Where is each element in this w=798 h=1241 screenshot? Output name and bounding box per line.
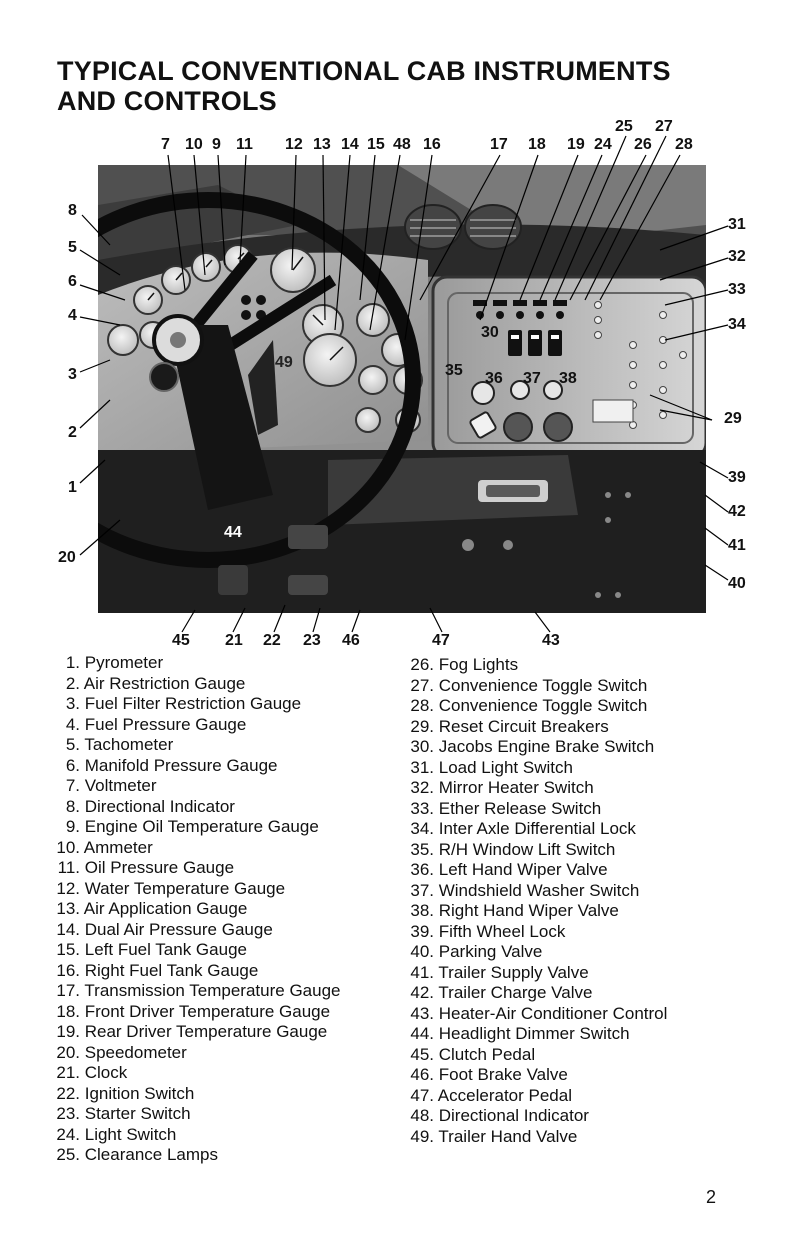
callout-47: 47 [432, 632, 450, 649]
callout-19: 19 [567, 136, 585, 153]
callout-2: 2 [68, 424, 77, 441]
legend-item-number: 33. [410, 798, 434, 818]
callout-20: 20 [58, 549, 76, 566]
callout-48: 48 [393, 136, 411, 153]
callout-28: 28 [675, 136, 693, 153]
legend-item [408, 1004, 667, 1025]
legend-item [54, 776, 340, 797]
legend-item [408, 819, 667, 840]
legend-item [408, 860, 667, 881]
legend-item-number: 26. [410, 655, 434, 674]
legend-item [54, 1002, 340, 1023]
callout-30: 30 [481, 324, 499, 341]
legend-item-label: Reset Circuit Breakers [438, 716, 609, 736]
callout-3: 3 [68, 366, 77, 383]
callout-11: 11 [236, 136, 253, 153]
legend-item-number: 29. [410, 716, 434, 736]
callout-14: 14 [341, 136, 359, 153]
callout-32: 32 [728, 248, 746, 265]
legend-item-number: 45. [410, 1044, 434, 1064]
callout-40: 40 [728, 575, 746, 592]
callout-18: 18 [528, 136, 546, 153]
legend-item-label: Voltmeter [84, 776, 157, 795]
legend-item-label: Trailer Hand Valve [438, 1126, 578, 1146]
legend-item [54, 715, 340, 736]
callout-41: 41 [728, 537, 746, 554]
legend-item [54, 899, 340, 920]
legend-item [408, 1024, 667, 1045]
callout-13: 13 [313, 136, 331, 153]
legend-item-number: 20. [56, 1042, 80, 1062]
legend-item [408, 737, 667, 758]
legend-item-label: Ether Release Switch [438, 798, 602, 818]
legend-item-label: Light Switch [84, 1124, 177, 1144]
legend-item-number: 30. [410, 737, 434, 756]
legend-item [408, 840, 667, 861]
callout-26: 26 [634, 136, 652, 153]
legend-item-label: Fuel Filter Restriction Gauge [84, 694, 302, 713]
legend-item [408, 1106, 667, 1127]
legend-item [408, 942, 667, 963]
legend-item-number: 40. [410, 942, 434, 961]
callout-37: 37 [523, 370, 541, 387]
callout-10: 10 [185, 136, 203, 153]
legend-item-label: Mirror Heater Switch [438, 778, 594, 797]
legend-item-number: 5. [65, 735, 80, 754]
legend-item-number: 42. [410, 983, 434, 1002]
callout-49: 49 [275, 354, 293, 371]
legend-item [408, 696, 667, 717]
legend-item-number: 7. [65, 776, 80, 795]
legend-item-number: 25. [56, 1145, 80, 1164]
callout-22: 22 [263, 632, 281, 649]
legend-item [408, 758, 667, 779]
legend-item [54, 653, 340, 674]
callout-8: 8 [68, 202, 77, 219]
legend-item-label: Headlight Dimmer Switch [438, 1024, 630, 1043]
callout-5: 5 [68, 239, 77, 256]
legend-item [54, 981, 340, 1002]
callout-36: 36 [485, 370, 503, 387]
callout-29: 29 [724, 410, 742, 427]
legend-item-number: 48. [410, 1106, 434, 1125]
legend-item-label: Fuel Pressure Gauge [84, 714, 247, 734]
legend-item-number: 17. [56, 981, 80, 1000]
legend-item-label: Right Fuel Tank Gauge [84, 960, 259, 980]
legend-item-number: 8. [65, 796, 80, 816]
legend-item [54, 1022, 340, 1043]
legend-item [54, 1104, 340, 1125]
callout-46: 46 [342, 632, 360, 649]
legend-item [54, 920, 340, 941]
legend-item-number: 35. [410, 839, 434, 859]
legend-item-number: 31. [410, 757, 434, 777]
legend-item-label: Oil Pressure Gauge [84, 858, 235, 877]
callout-4: 4 [68, 307, 77, 324]
legend-item [54, 817, 340, 838]
legend-item [54, 940, 340, 961]
legend-item-label: Ammeter [83, 837, 153, 857]
page-title-line-1: TYPICAL CONVENTIONAL CAB INSTRUMENTS [57, 56, 671, 86]
legend-item [408, 1127, 667, 1148]
callout-7: 7 [161, 136, 170, 153]
legend-item [54, 1145, 340, 1166]
legend-item-number: 1. [65, 653, 80, 672]
legend-item-number: 34. [410, 819, 434, 838]
legend-item-number: 44. [410, 1024, 434, 1043]
legend-item [54, 797, 340, 818]
legend-item-label: Manifold Pressure Gauge [84, 755, 278, 775]
legend-item-number: 6. [65, 755, 80, 775]
legend-item [54, 674, 340, 695]
legend-item [54, 1084, 340, 1105]
legend-item-number: 14. [56, 919, 80, 939]
legend-item [408, 963, 667, 984]
callout-6: 6 [68, 273, 77, 290]
legend-item [54, 756, 340, 777]
page-title [57, 56, 777, 116]
legend-item [408, 983, 667, 1004]
legend-item-label: Accelerator Pedal [437, 1085, 572, 1105]
legend-item-number: 43. [410, 1003, 434, 1023]
legend-item [408, 778, 667, 799]
callout-34: 34 [728, 316, 746, 333]
legend-item-label: Directional Indicator [438, 1106, 589, 1125]
legend-list-left [54, 653, 340, 1166]
legend-item-label: Ignition Switch [84, 1083, 195, 1103]
legend-item-label: Convenience Toggle Switch [438, 696, 648, 715]
legend-item [54, 1043, 340, 1064]
legend-item-number: 27. [410, 675, 434, 695]
legend-item-label: Dual Air Pressure Gauge [84, 919, 273, 939]
legend-item [408, 676, 667, 697]
callout-31: 31 [728, 216, 746, 233]
callout-35: 35 [445, 362, 463, 379]
legend-item [408, 901, 667, 922]
legend-item-label: Load Light Switch [438, 757, 573, 777]
callout-24: 24 [594, 136, 612, 153]
callout-44: 44 [224, 524, 242, 541]
legend-item-label: Trailer Charge Valve [438, 983, 593, 1002]
legend-item-label: Inter Axle Differential Lock [438, 819, 636, 838]
legend-item-label: Clearance Lamps [84, 1145, 218, 1164]
legend-item-label: Starter Switch [84, 1104, 191, 1123]
legend-item-number: 15. [56, 940, 80, 959]
legend-item-label: Convenience Toggle Switch [438, 675, 648, 695]
legend-item [54, 1063, 340, 1084]
legend-item-number: 38. [410, 901, 434, 920]
callout-12: 12 [285, 136, 303, 153]
legend-item [54, 1125, 340, 1146]
legend-item-number: 23. [56, 1104, 80, 1123]
callout-15: 15 [367, 136, 385, 153]
callout-16: 16 [423, 136, 441, 153]
legend-item-label: Pyrometer [84, 653, 164, 672]
callout-17: 17 [490, 136, 508, 153]
legend-item-label: Water Temperature Gauge [84, 878, 286, 898]
legend-item-number: 47. [410, 1085, 434, 1105]
legend-item-label: Left Hand Wiper Valve [438, 860, 608, 879]
legend-item-number: 37. [410, 880, 434, 900]
legend-item-number: 49. [410, 1126, 434, 1146]
legend-list-right [408, 655, 667, 1147]
legend-item [408, 799, 667, 820]
legend-item-label: Rear Driver Temperature Gauge [84, 1022, 328, 1041]
legend-item-number: 36. [410, 860, 434, 879]
callout-39: 39 [728, 469, 746, 486]
legend-item-number: 19. [56, 1022, 80, 1041]
legend-item-label: Right Hand Wiper Valve [438, 901, 619, 920]
legend-item [408, 717, 667, 738]
legend-item [54, 879, 340, 900]
page-title-line-2: AND CONTROLS [57, 86, 277, 116]
legend-item-label: Foot Brake Valve [438, 1065, 568, 1084]
legend-item-label: Tachometer [84, 735, 174, 754]
legend-item-number: 18. [56, 1001, 80, 1021]
legend-item [408, 1086, 667, 1107]
legend-item-number: 28. [410, 696, 434, 715]
legend-item-number: 46. [410, 1065, 434, 1084]
legend-item [54, 694, 340, 715]
legend-item-number: 21. [56, 1063, 80, 1082]
legend-item-label: Windshield Washer Switch [438, 880, 640, 900]
legend-item-number: 32. [410, 778, 434, 797]
legend-item-label: Jacobs Engine Brake Switch [438, 737, 655, 756]
legend-item-label: Heater-Air Conditioner Control [438, 1003, 668, 1023]
legend-item-number: 3. [65, 694, 80, 713]
callout-27: 27 [655, 118, 673, 135]
truck-dashboard-photo [98, 165, 706, 613]
legend-item [408, 1045, 667, 1066]
callout-45: 45 [172, 632, 190, 649]
callout-23: 23 [303, 632, 321, 649]
legend-item [408, 881, 667, 902]
legend-item-label: Engine Oil Temperature Gauge [84, 817, 319, 836]
legend-item-number: 12. [56, 878, 80, 898]
legend-item-number: 2. [65, 673, 80, 693]
legend-item-label: Fifth Wheel Lock [438, 921, 566, 941]
legend-item-number: 13. [56, 899, 80, 918]
legend-item [408, 922, 667, 943]
legend-item [54, 961, 340, 982]
callout-33: 33 [728, 281, 746, 298]
callout-42: 42 [728, 503, 746, 520]
legend-item-label: Fog Lights [438, 655, 519, 674]
legend-item-label: R/H Window Lift Switch [438, 839, 616, 859]
legend-item-label: Air Application Gauge [83, 899, 248, 918]
legend-item-label: Trailer Supply Valve [438, 962, 589, 982]
legend-item-number: 4. [65, 714, 80, 734]
legend-item-number: 39. [410, 921, 434, 941]
page-number: 2 [706, 1187, 717, 1207]
callout-9: 9 [212, 136, 221, 153]
legend-item-number: 24. [56, 1124, 80, 1144]
legend-item-label: Air Restriction Gauge [83, 673, 246, 693]
legend-item-label: Parking Valve [438, 942, 543, 961]
legend-item-number: 41. [410, 962, 434, 982]
callout-38: 38 [559, 370, 577, 387]
legend-item [408, 1065, 667, 1086]
legend-item-number: 10. [56, 837, 80, 857]
legend-item-label: Clutch Pedal [438, 1044, 536, 1064]
legend-item-label: Left Fuel Tank Gauge [84, 940, 247, 959]
legend-item-label: Clock [84, 1063, 128, 1082]
legend-item-label: Speedometer [84, 1042, 187, 1062]
legend-item-number: 16. [56, 960, 80, 980]
legend-item-label: Directional Indicator [84, 796, 235, 816]
legend-item [408, 655, 667, 676]
callout-1: 1 [68, 479, 77, 496]
legend-item-number: 9. [65, 817, 80, 836]
callout-43: 43 [542, 632, 560, 649]
legend-item-number: 22. [56, 1083, 80, 1103]
legend-item-label: Transmission Temperature Gauge [84, 981, 341, 1000]
legend-item [54, 858, 340, 879]
legend-item-label: Front Driver Temperature Gauge [84, 1001, 331, 1021]
callout-25: 25 [615, 118, 633, 135]
legend-item [54, 838, 340, 859]
legend-item-number: 11. [57, 858, 80, 877]
callout-21: 21 [225, 632, 243, 649]
legend-item [54, 735, 340, 756]
